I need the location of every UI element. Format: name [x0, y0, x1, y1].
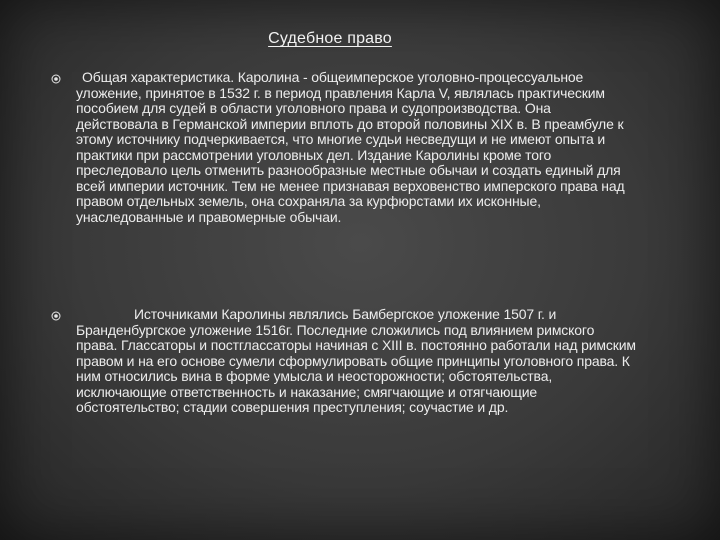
circle-bullet-icon [51, 74, 61, 84]
circle-bullet-icon [51, 311, 61, 321]
paragraph-sources-of-carolina: Источниками Каролины являлись Бамбергское уложение 1507 г. и Бранденбургское уложение 1516г. Последние сложились под влиянием римского права. Глассаторы и постглассаторы начиная с XIII в. постоянно работали над римским правом и на его основе сумели сформулировать общие принципы уголовного права. К ним относились вина в форме умысла и неосторожности; обстоятельства, исключающие ответственность и наказание; смягчающие и отягчающие обстоятельство; стадии совершения преступления; соучастие и др. [76, 306, 636, 415]
slide-title: Судебное право [268, 30, 392, 47]
paragraph-general-characteristics: Общая характеристика. Каролина - общеимперское уголовно-процессуальное уложение, принятое в 1532 г. в период правления Карла V, являлась практическим пособием для судей в области уголовного права и судопроизводства. Она действовала в Германской империи вплоть до второй половины XIX в. В преамбуле к этому источнику подчеркивается, что многие судьи несведущи и не имеют опыта и практики при рассмотрении уголовных дел. Издание Каролины кроме того преследовало цель отменить разнообразные местные обычаи и создать единый для всей империи источник. Тем не менее признавая верховенство имперского права над правом отдельных земель, она сохраняла за курфюрстами их исконные, унаследованные и правомерные обычаи. [76, 69, 625, 225]
